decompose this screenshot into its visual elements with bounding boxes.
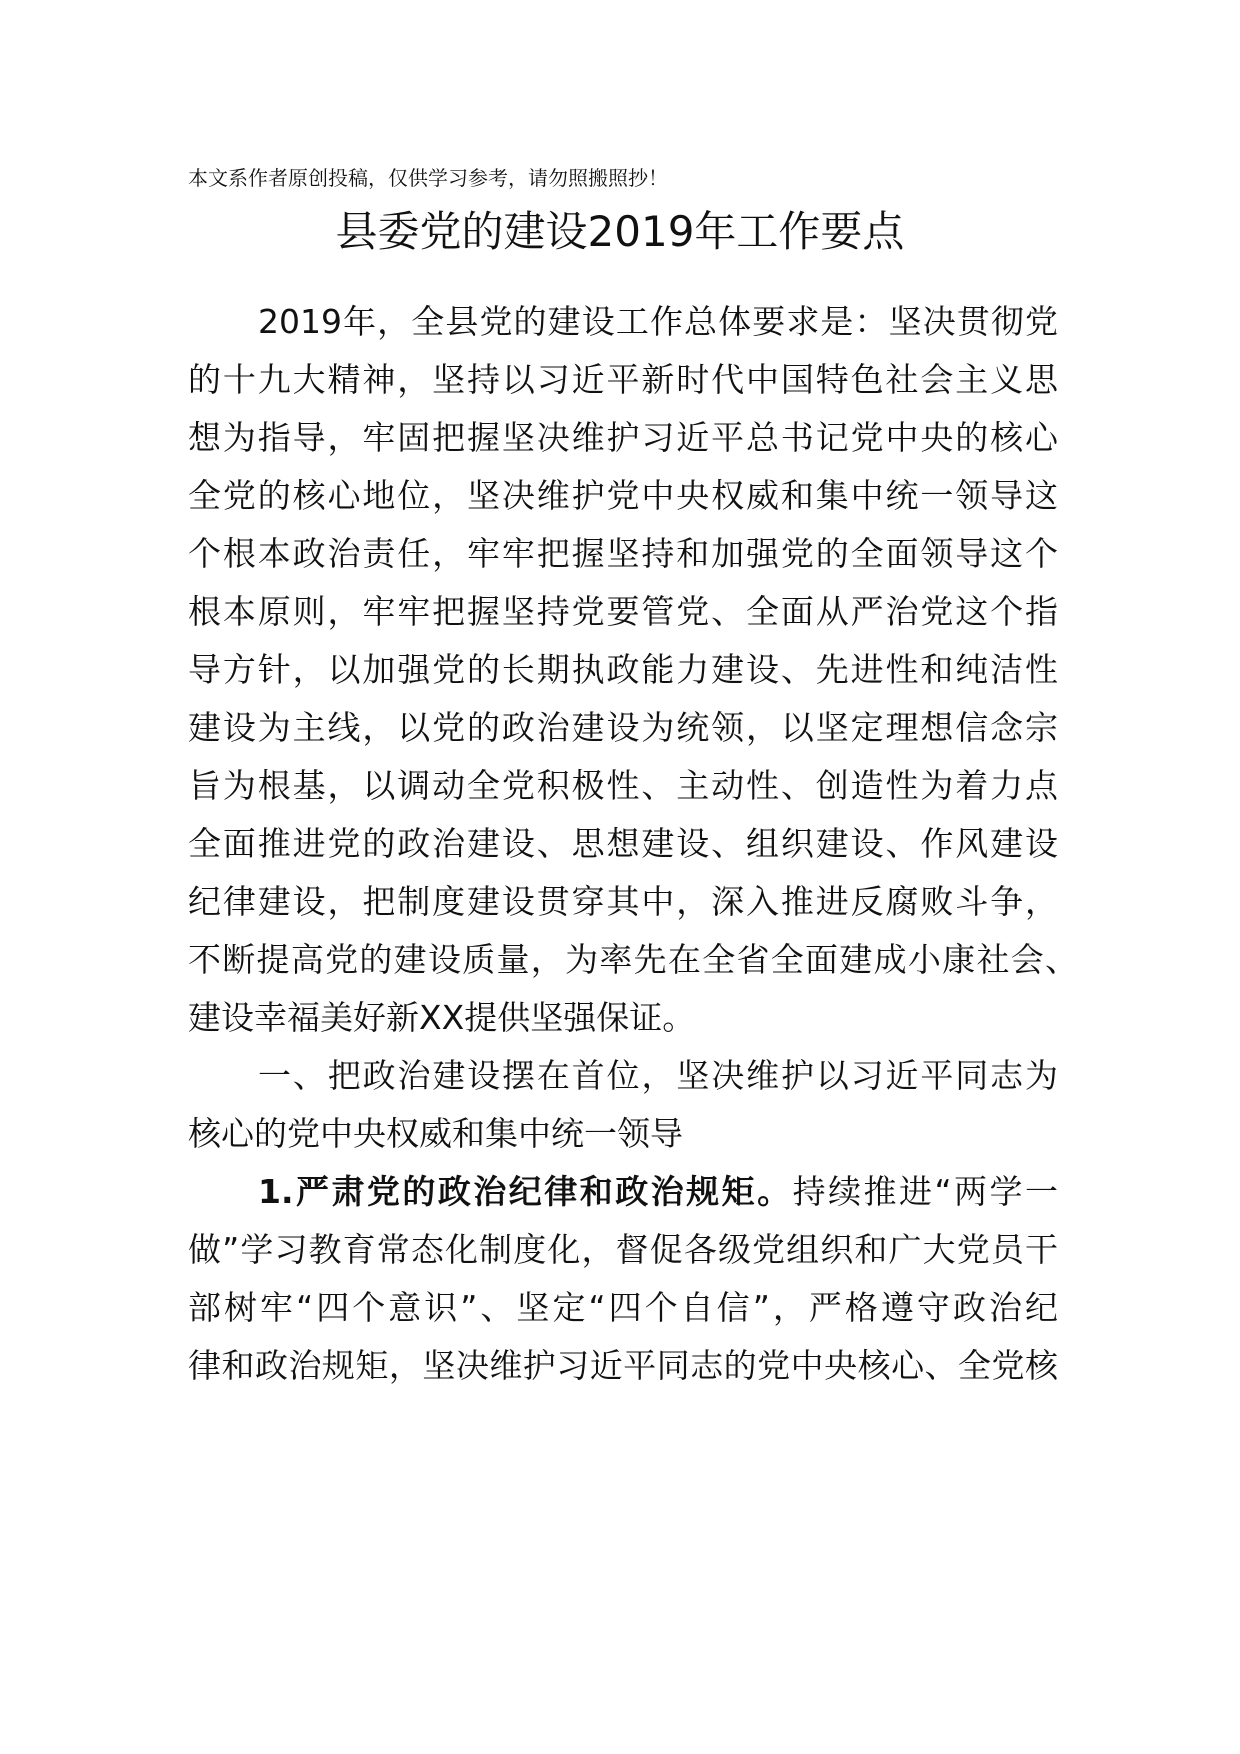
paragraph-line: 导方针，以加强党的长期执政能力建设、先进性和纯洁性 <box>188 650 1058 689</box>
item-text: 持续推进“两学一 <box>792 1172 1058 1211</box>
paragraph-line: 建设为主线，以党的政治建设为统领，以坚定理想信念宗 <box>188 708 1058 747</box>
section-heading-line: 核心的党中央权威和集中统一领导 <box>188 1114 683 1153</box>
paragraph-line: 部树牢“四个意识”、坚定“四个自信”，严格遵守政治纪 <box>188 1288 1058 1327</box>
paragraph-line: 个根本政治责任，牢牢把握坚持和加强党的全面领导这个 <box>188 534 1058 573</box>
section-heading-line: 一、把政治建设摆在首位，坚决维护以习近平同志为 <box>258 1056 1058 1095</box>
paragraph-line: 全面推进党的政治建设、思想建设、组织建设、作风建设 <box>188 824 1058 863</box>
paragraph-line: 律和政治规矩，坚决维护习近平同志的党中央核心、全党核 <box>188 1346 1058 1385</box>
page-title: 县委党的建设2019年工作要点 <box>335 207 905 256</box>
copyright-notice: 本文系作者原创投稿，仅供学习参考，请勿照搬照抄！ <box>188 166 668 190</box>
paragraph-line: 纪律建设，把制度建设贯穿其中，深入推进反腐败斗争， <box>188 882 1058 921</box>
paragraph-line: 想为指导，牢固把握坚决维护习近平总书记党中央的核心 <box>188 418 1058 457</box>
paragraph-line: 2019年，全县党的建设工作总体要求是：坚决贯彻党 <box>258 302 1058 341</box>
paragraph-line: 建设幸福美好新XX提供坚强保证。 <box>188 998 696 1037</box>
item-first-line <box>258 1167 1058 1217</box>
paragraph-line: 做”学习教育常态化制度化，督促各级党组织和广大党员干 <box>188 1230 1058 1269</box>
paragraph-line: 不断提高党的建设质量，为率先在全省全面建成小康社会、 <box>188 940 1078 979</box>
paragraph-line: 的十九大精神，坚持以习近平新时代中国特色社会主义思 <box>188 360 1058 399</box>
item-lead: 1.严肃党的政治纪律和政治规矩。 <box>258 1172 793 1211</box>
paragraph-line: 根本原则，牢牢把握坚持党要管党、全面从严治党这个指 <box>188 592 1058 631</box>
paragraph-line: 旨为根基，以调动全党积极性、主动性、创造性为着力点 <box>188 766 1058 805</box>
paragraph-line: 全党的核心地位，坚决维护党中央权威和集中统一领导这 <box>188 476 1058 515</box>
